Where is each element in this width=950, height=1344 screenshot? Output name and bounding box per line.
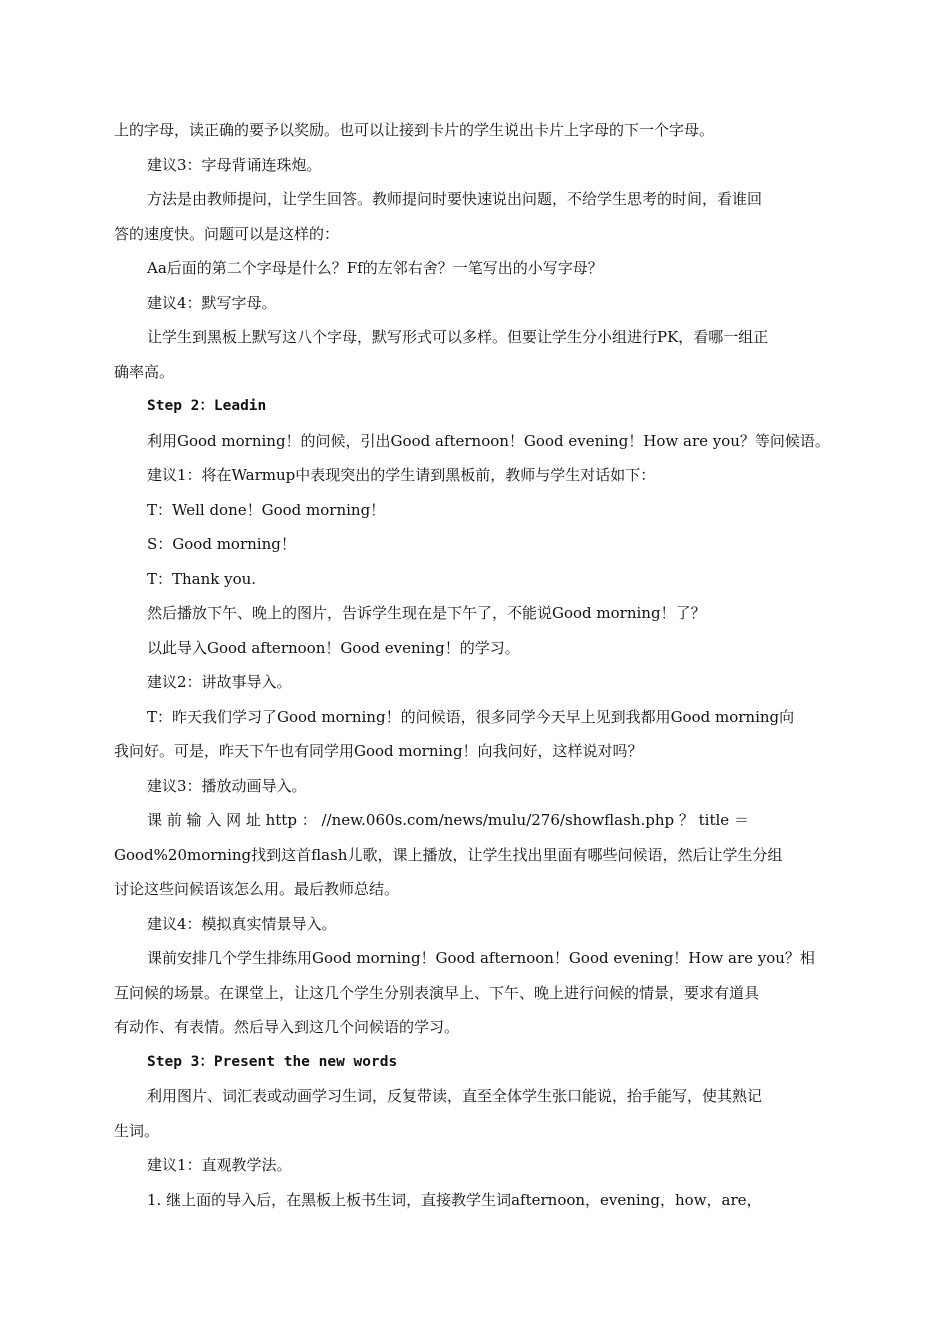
paragraph-line: Aa后面的第二个字母是什么？Ff的左邻右舍？一笔写出的小写字母？: [147, 259, 603, 277]
suggestion-heading: 建议2：讲故事导入。: [147, 673, 292, 691]
paragraph-line: 然后播放下午、晚上的图片，告诉学生现在是下午了，不能说Good morning！了？: [147, 604, 706, 622]
suggestion-heading: 建议4：模拟真实情景导入。: [147, 914, 337, 933]
url-line: 课 前 输 入 网 址 http ： //new.060s.com/news/mulu/276/showflash.php ？ title ＝: [147, 811, 749, 829]
suggestion-heading: 建议1：将在Warmup中表现突出的学生请到黑板前，教师与学生对话如下：: [147, 466, 656, 484]
suggestion-heading: 建议1：直观教学法。: [147, 1156, 292, 1174]
paragraph-line: 利用Good morning！的问候，引出Good afternoon！Good evening！How are you？等问候语。: [147, 431, 830, 450]
dialogue-line: T：Thank you.: [147, 569, 257, 588]
paragraph-line: 利用图片、词汇表或动画学习生词，反复带读，直至全体学生张口能说，抬手能写，使其熟记: [147, 1087, 763, 1105]
paragraph-line: 课前安排几个学生排练用Good morning！Good afternoon！Good evening！How are you？相: [147, 949, 815, 967]
suggestion-heading: 建议4：默写字母。: [147, 293, 277, 312]
numbered-item: 1. 继上面的导入后，在黑板上板书生词，直接教学生词afternoon，evening，how，are，: [147, 1190, 762, 1209]
paragraph-line: 我问好。可是，昨天下午也有同学用Good morning！向我问好，这样说对吗？: [114, 742, 643, 760]
step-heading: Step 2：Leadin: [147, 398, 267, 414]
paragraph-line: 让学生到黑板上默写这八个字母，默写形式可以多样。但要让学生分小组进行PK，看哪一组正: [147, 328, 769, 346]
paragraph-line: 上的字母，读正确的要予以奖励。也可以让接到卡片的学生说出卡片上字母的下一个字母。: [114, 121, 715, 139]
paragraph-line: 生词。: [114, 1121, 160, 1140]
step-heading: Step 3：Present the new words: [147, 1053, 398, 1070]
paragraph-line: 互问候的场景。在课堂上，让这几个学生分别表演早上、下午、晚上进行问候的情景，要求有道具: [114, 983, 760, 1002]
paragraph-line: 讨论这些问候语该怎么用。最后教师总结。: [114, 880, 400, 898]
dialogue-line: T：Well done！Good morning！: [147, 500, 386, 519]
paragraph-line: 以此导入Good afternoon！Good evening！的学习。: [147, 638, 520, 657]
paragraph-line: 有动作、有表情。然后导入到这几个问候语的学习。: [114, 1018, 460, 1036]
suggestion-heading: 建议3：播放动画导入。: [147, 776, 307, 795]
paragraph-line: T：昨天我们学习了Good morning！的问候语，很多同学今天早上见到我都用Good morning向: [147, 707, 795, 726]
dialogue-line: S：Good morning！: [147, 535, 296, 553]
suggestion-heading: 建议3：字母背诵连珠炮。: [147, 155, 322, 174]
paragraph-line: 确率高。: [114, 362, 175, 381]
paragraph-line: 方法是由教师提问，让学生回答。教师提问时要快速说出问题，不给学生思考的时间，看谁回: [147, 190, 763, 208]
document-body: [114, 113, 838, 1217]
paragraph-line: Good%20morning找到这首flash儿歌，课上播放，让学生找出里面有哪些问候语，然后让学生分组: [114, 845, 783, 864]
paragraph-line: 答的速度快。问题可以是这样的：: [114, 224, 340, 243]
